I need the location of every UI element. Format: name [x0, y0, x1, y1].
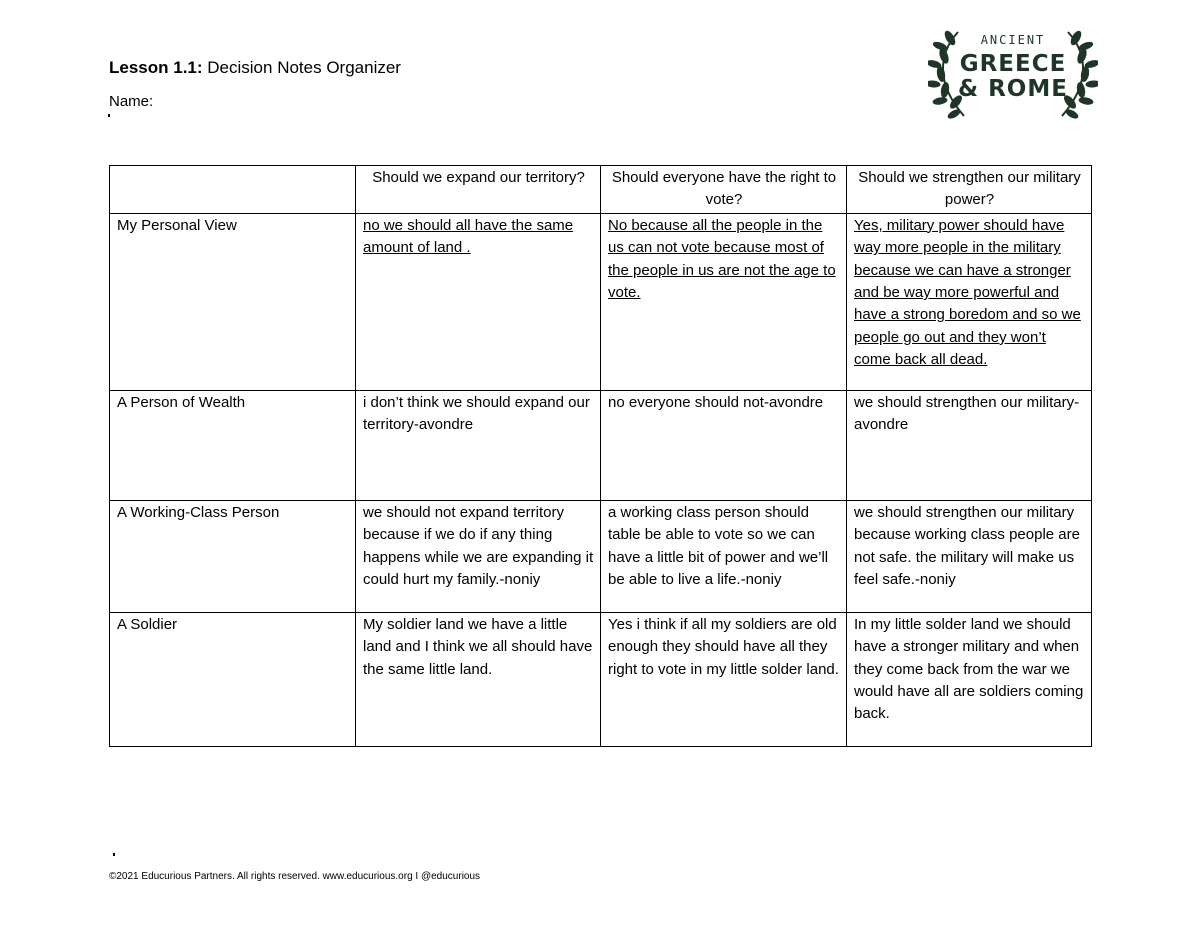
header-cell-expand-territory: Should we expand our territory? [356, 166, 601, 214]
lesson-number: Lesson 1.1: [109, 58, 203, 77]
table-header-row [110, 166, 1092, 214]
table-cell[interactable]: we should strengthen our military because working class people are not safe. the military will make us feel safe.-noniy [847, 500, 1092, 612]
name-label: Name: [109, 93, 154, 110]
table-cell[interactable]: no everyone should not-avondre [601, 390, 847, 500]
logo-line-3: & ROME [958, 76, 1068, 102]
table-cell[interactable]: a working class person should table be able to vote so we can have a little bit of power and we’ll be able to live a life.-noniy [601, 500, 847, 612]
table-cell[interactable]: no we should all have the same amount of land . [356, 213, 601, 390]
marker-dot [108, 114, 110, 117]
table-cell[interactable]: My soldier land we have a little land and I think we all should have the same little land. [356, 612, 601, 746]
page-title [109, 58, 401, 78]
table-cell[interactable]: Yes i think if all my soldiers are old enough they should have all they right to vote in my little solder land. [601, 612, 847, 746]
row-label-person-of-wealth: A Person of Wealth [110, 390, 356, 500]
table-cell[interactable]: Yes, military power should have way more people in the military because we can have a stronger and be way more powerful and have a strong boredom and so we people go out and they won’t come back all dead. [847, 213, 1092, 390]
decision-notes-table [109, 165, 1092, 747]
copyright-footer: ©2021 Educurious Partners. All rights reserved. www.educurious.org I @educurious [109, 871, 481, 882]
marker-dot [113, 853, 115, 856]
table-cell[interactable]: In my little solder land we should have a stronger military and when they come back from the war we would have all are soldiers coming back. [847, 612, 1092, 746]
table-row [110, 500, 1092, 612]
table-row [110, 390, 1092, 500]
logo [928, 24, 1098, 120]
header-cell-right-to-vote: Should everyone have the right to vote? [601, 166, 847, 214]
row-label-personal-view: My Personal View [110, 213, 356, 390]
lesson-title: Decision Notes Organizer [202, 58, 401, 77]
table-cell[interactable]: we should strengthen our military-avondre [847, 390, 1092, 500]
table-row [110, 213, 1092, 390]
row-label-working-class-person: A Working-Class Person [110, 500, 356, 612]
table-cell[interactable]: we should not expand territory because if we do if any thing happens while we are expanding it could hurt my family.-noniy [356, 500, 601, 612]
logo-line-2: GREECE [959, 51, 1067, 77]
laurel-wreath-icon [928, 24, 1098, 120]
header-cell-military-power: Should we strengthen our military power? [847, 166, 1092, 214]
table-row [110, 612, 1092, 746]
logo-line-1: ANCIENT [980, 33, 1046, 47]
header-cell-blank [110, 166, 356, 214]
table-cell[interactable]: i don’t think we should expand our territory-avondre [356, 390, 601, 500]
table-cell[interactable]: No because all the people in the us can not vote because most of the people in us are not the age to vote. [601, 213, 847, 390]
row-label-soldier: A Soldier [110, 612, 356, 746]
